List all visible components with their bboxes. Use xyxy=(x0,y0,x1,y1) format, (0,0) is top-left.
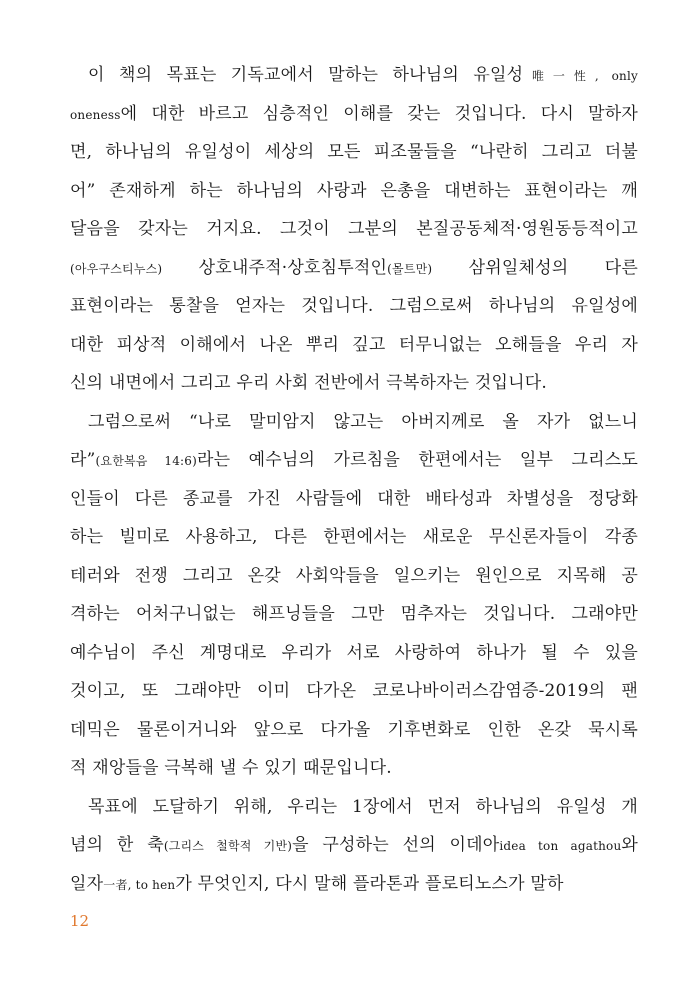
text-line xyxy=(70,326,638,365)
text-line xyxy=(70,634,638,673)
body-text: 데믹은 물론이거니와 앞으로 다가올 기후변화로 인한 온갖 묵시록 xyxy=(70,719,638,740)
body-text: 어” 존재하게 하는 하나님의 사랑과 은총을 대변하는 표현이라는 깨 xyxy=(70,180,638,201)
text-line xyxy=(70,518,638,557)
body-text: 신의 내면에서 그리고 우리 사회 전반에서 극복하자는 것입니다. xyxy=(70,373,548,393)
body-text: 목표에 도달하기 위해, 우리는 1장에서 먼저 하나님의 유일성 개 xyxy=(88,796,638,817)
text-line xyxy=(70,249,638,288)
body-text: 일자 xyxy=(70,873,104,894)
body-text: 그럼으로써 “나로 말미암지 않고는 아버지께로 올 자가 없느니 xyxy=(88,411,638,432)
body-text: 면, 하나님의 유일성이 세상의 모든 피조물들을 “나란히 그리고 더불 xyxy=(70,142,638,162)
body-text: 하는 빌미로 사용하고, 다른 한편에서는 새로운 무신론자들이 각종 xyxy=(70,527,638,547)
text-line xyxy=(70,287,638,326)
annotation-text: (아우구스티누스) xyxy=(70,261,163,276)
body-text: 격하는 어처구니없는 해프닝들을 그만 멈추자는 것입니다. 그래야만 xyxy=(70,604,638,624)
text-line xyxy=(70,210,638,249)
body-text: 인들이 다른 종교를 가진 사람들에 대한 배타성과 차별성을 정당화 xyxy=(70,488,638,509)
annotation-text: oneness xyxy=(70,107,121,122)
page-body xyxy=(70,56,638,903)
body-text: 와 xyxy=(621,835,639,855)
body-text: 예수님이 주신 계명대로 우리가 서로 사랑하여 하나가 될 수 있을 xyxy=(70,642,638,663)
paragraph xyxy=(70,56,638,403)
page-number: 12 xyxy=(70,912,90,930)
text-line xyxy=(70,441,638,480)
text-line xyxy=(70,557,638,596)
text-line xyxy=(70,364,638,403)
body-text: 라” xyxy=(70,450,96,470)
body-text: 에 대한 바르고 심층적인 이해를 갖는 것입니다. 다시 말하자 xyxy=(120,103,638,124)
annotation-text: idea ton agathou xyxy=(499,839,622,853)
paragraph xyxy=(70,788,638,904)
body-text: 을 구성하는 선의 이데아 xyxy=(292,835,500,855)
body-text: 념의 한 축 xyxy=(70,835,164,855)
body-text: 가 무엇인지, 다시 말해 플라톤과 플로티노스가 말하 xyxy=(175,873,564,894)
body-text: 것이고, 또 그래야만 이미 다가온 코로나바이러스감염증-2019의 팬 xyxy=(70,681,638,701)
body-text: 이 책의 목표는 기독교에서 말하는 하나님의 유일성 xyxy=(88,65,524,85)
text-line xyxy=(70,595,638,634)
body-text: 달음을 갖자는 거지요. 그것이 그분의 본질공동체적·영원동등적이고 xyxy=(70,219,638,239)
body-text: 라는 예수님의 가르침을 한편에서는 일부 그리스도 xyxy=(197,450,638,470)
text-line xyxy=(70,56,638,95)
annotation-text: (그리스 철학적 기반) xyxy=(163,839,293,853)
text-line xyxy=(70,480,638,519)
body-text: 삼위일체성의 다른 xyxy=(432,257,638,278)
paragraph xyxy=(70,403,638,788)
text-line xyxy=(70,826,638,865)
text-line xyxy=(70,749,638,788)
annotation-text: 唯一性, only xyxy=(523,69,638,83)
text-line xyxy=(70,403,638,442)
text-line xyxy=(70,865,638,904)
annotation-text: 一者, to hen xyxy=(103,877,176,892)
text-line xyxy=(70,711,638,750)
body-text: 테러와 전쟁 그리고 온갖 사회악들을 일으키는 원인으로 지목해 공 xyxy=(70,565,638,586)
text-line xyxy=(70,133,638,172)
text-line xyxy=(70,672,638,711)
body-text: 대한 피상적 이해에서 나온 뿌리 깊고 터무니없는 오해들을 우리 자 xyxy=(70,334,638,355)
text-line xyxy=(70,172,638,211)
body-text: 적 재앙들을 극복해 낼 수 있기 때문입니다. xyxy=(70,758,392,778)
body-text: 표현이라는 통찰을 얻자는 것입니다. 그럼으로써 하나님의 유일성에 xyxy=(70,296,638,316)
annotation-text: (요한복음 14:6) xyxy=(95,454,197,468)
text-line xyxy=(70,788,638,827)
text-line xyxy=(70,95,638,134)
body-text: 상호내주적·상호침투적인 xyxy=(162,257,388,278)
annotation-text: (몰트만) xyxy=(387,261,433,276)
